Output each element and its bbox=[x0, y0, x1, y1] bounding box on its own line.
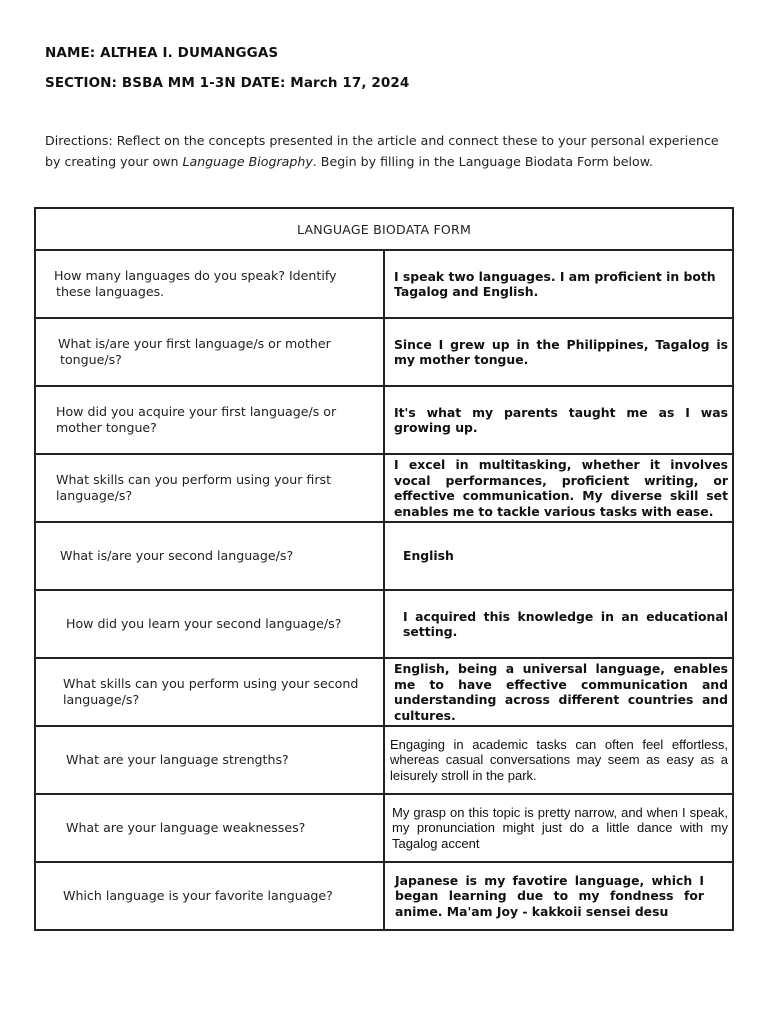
question-cell bbox=[35, 794, 384, 862]
answer-cell bbox=[384, 250, 733, 318]
answer-text: It's what my parents taught me as I was growing up. bbox=[394, 404, 728, 435]
question-cell bbox=[35, 250, 384, 318]
question-text: What are your language weaknesses? bbox=[66, 820, 306, 835]
directions-paragraph bbox=[45, 130, 735, 172]
question-cell bbox=[35, 590, 384, 658]
question-cell bbox=[35, 318, 384, 386]
answer-text: Engaging in academic tasks can often feel effortless, whereas casual conversations may seem as easy as a leisurely stroll in the park. bbox=[390, 736, 728, 783]
answer-cell bbox=[384, 318, 733, 386]
answer-cell bbox=[384, 658, 733, 726]
form-row bbox=[35, 318, 733, 386]
question-text: What is/are your first language/s or mother tongue/s? bbox=[58, 336, 331, 367]
question-cell bbox=[35, 658, 384, 726]
form-row bbox=[35, 386, 733, 454]
form-row bbox=[35, 454, 733, 522]
question-text: How many languages do you speak? Identify these languages. bbox=[54, 268, 337, 299]
question-text: Which language is your favorite language? bbox=[63, 888, 333, 903]
language-biodata-form bbox=[34, 207, 734, 931]
question-cell bbox=[35, 862, 384, 930]
answer-text: Japanese is my favotire language, which I began learning due to my fondness for anime. Ma'am Joy - kakkoii sensei desu bbox=[395, 872, 704, 919]
answer-text: I acquired this knowledge in an educational setting. bbox=[403, 608, 728, 639]
answer-text: I speak two languages. I am proficient in both Tagalog and English. bbox=[394, 268, 716, 299]
answer-cell bbox=[384, 862, 733, 930]
answer-cell bbox=[384, 590, 733, 658]
question-text: What skills can you perform using your first language/s? bbox=[56, 472, 332, 503]
answer-text: My grasp on this topic is pretty narrow, and when I speak, my pronunciation might just do a little dance with my Tagalog accent bbox=[392, 804, 728, 851]
form-title-row bbox=[35, 208, 733, 250]
form-row bbox=[35, 794, 733, 862]
question-text: How did you acquire your first language/s or mother tongue? bbox=[56, 404, 337, 435]
question-cell bbox=[35, 522, 384, 590]
student-name: NAME: ALTHEA I. DUMANGGAS bbox=[45, 45, 279, 61]
question-text: What are your language strengths? bbox=[66, 752, 289, 767]
directions-text-end: . Begin by filling in the Language Biodata Form below. bbox=[312, 154, 653, 169]
question-text: What is/are your second language/s? bbox=[60, 548, 294, 563]
form-row bbox=[35, 726, 733, 794]
answer-cell bbox=[384, 726, 733, 794]
section-and-date: SECTION: BSBA MM 1-3N DATE: March 17, 2024 bbox=[45, 75, 410, 91]
answer-cell bbox=[384, 522, 733, 590]
directions-text-start: Directions: Reflect on the concepts presented in the article and connect these to your personal experience by creating your own bbox=[45, 133, 719, 169]
question-text: What skills can you perform using your second language/s? bbox=[63, 676, 359, 707]
directions-emphasis: Language Biography bbox=[182, 154, 313, 169]
answer-text: Since I grew up in the Philippines, Tagalog is my mother tongue. bbox=[394, 336, 728, 367]
form-row bbox=[35, 522, 733, 590]
question-cell bbox=[35, 386, 384, 454]
answer-cell bbox=[384, 794, 733, 862]
form-row bbox=[35, 250, 733, 318]
answer-text: I excel in multitasking, whether it involves vocal performances, proficient writing, or effective communication. My diverse skill set enables me to tackle various tasks with ease. bbox=[394, 457, 728, 519]
form-row bbox=[35, 862, 733, 930]
form-row bbox=[35, 658, 733, 726]
form-row bbox=[35, 590, 733, 658]
form-title: LANGUAGE BIODATA FORM bbox=[35, 208, 733, 250]
question-cell bbox=[35, 726, 384, 794]
answer-text: English bbox=[403, 548, 454, 564]
answer-cell bbox=[384, 386, 733, 454]
question-cell bbox=[35, 454, 384, 522]
answer-text: English, being a universal language, enables me to have effective communication and understanding across different countries and cultures. bbox=[394, 661, 728, 723]
answer-cell bbox=[384, 454, 733, 522]
question-text: How did you learn your second language/s? bbox=[66, 616, 342, 631]
